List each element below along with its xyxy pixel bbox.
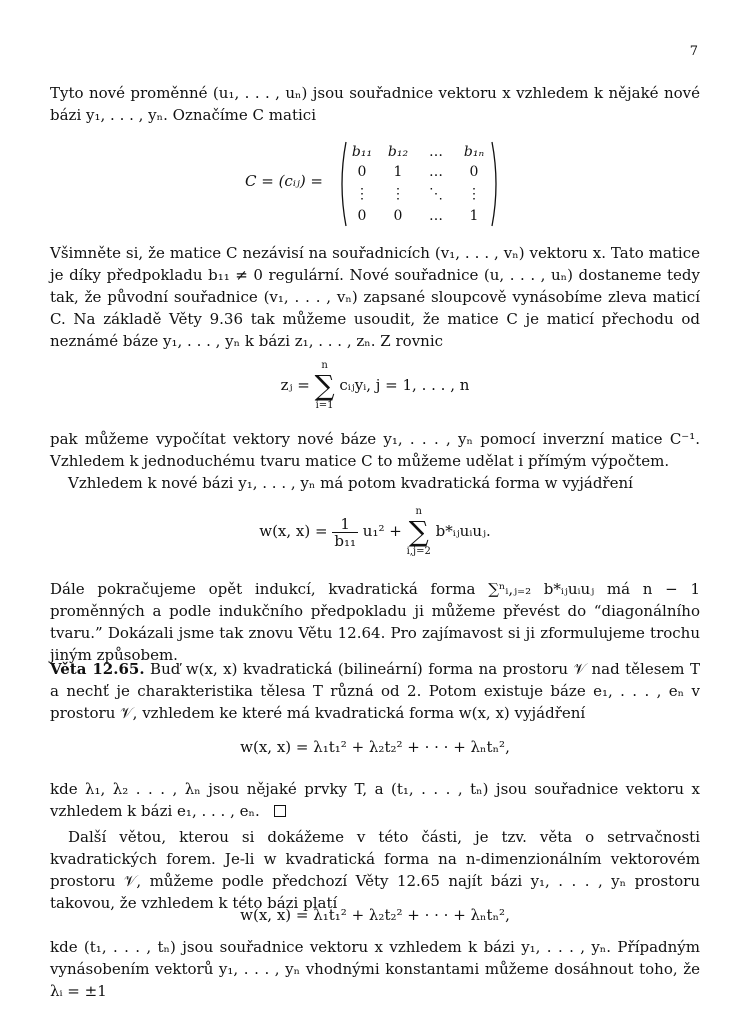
sum-symbol: n ∑ i=1 [314, 360, 335, 411]
paragraph-text: Tyto nové proměnné (u₁, . . . , uₙ) jsou souřadnice vektoru x vzhledem k nějaké nové bázi y₁, . . . , yₙ. Označíme C matici [50, 84, 700, 124]
fraction-denominator: b₁₁ [334, 531, 356, 550]
paragraph-text: Další větou, kterou si dokážeme v této části, je tzv. věta o setrvačnosti kvadratických forem. Je-li w kvadratická forma na n-dimenzionálním vektorovém prostoru 𝒱, můžeme podle předchozí Věty 12.65 najít bázi y₁, . . . , yₙ prostoru takovou, že vzhledem k této bázi platí [50, 828, 700, 912]
matrix-equation [0, 138, 750, 230]
matrix-cell: 1 [393, 164, 403, 180]
eq-rhs: cᵢⱼyᵢ, j = 1, . . . , n [339, 376, 470, 394]
matrix-cell: ⋮ [355, 186, 369, 202]
left-paren [342, 142, 346, 226]
eq-lhs: zⱼ = [280, 376, 310, 394]
eq-lhs: w(x, x) = [259, 522, 328, 540]
paragraph-new-variables [50, 82, 700, 126]
paragraph-inertia [50, 826, 700, 914]
sum-lower: i=1 [315, 400, 334, 411]
matrix-cell: ⋮ [467, 186, 481, 202]
sum-upper: n [415, 506, 422, 517]
matrix-cell: 1 [469, 208, 479, 224]
matrix-cell: … [429, 144, 443, 160]
paragraph-text: Všimněte si, že matice C nezávisí na souřadnicích (v₁, . . . , vₙ) vektoru x. Tato matice je díky předpokladu b₁₁ ≠ 0 regulární. Nové souřadnice (u, . . . , uₙ) dostaneme tedy tak, že původní souřadnice (v₁, . . . , vₙ) zapsané sloupcově vynásobíme zleva maticí C. Na základě Věty 9.36 tak můžeme usoudit, že matice C je maticí přechodu od neznámé báze y₁, . . . , yₙ k bázi z₁, . . . , zₙ. Z rovnic [50, 244, 700, 350]
matrix-cell: ⋮ [391, 186, 405, 202]
eq-rhs: b*ᵢⱼuᵢuⱼ. [435, 522, 491, 540]
paragraph-scaling [50, 936, 700, 1002]
fraction-numerator: 1 [332, 516, 358, 533]
paragraph-inverse [50, 428, 700, 494]
matrix-cell: ⋱ [429, 186, 443, 202]
matrix-lhs: C = (cᵢⱼ) = [245, 172, 324, 190]
equation-diagonal-2 [50, 904, 700, 926]
eq-text: w(x, x) = λ₁t₁² + λ₂t₂² + · · · + λₙtₙ², [240, 738, 510, 756]
matrix-cell: b₁₂ [387, 144, 409, 160]
matrix-c [336, 138, 506, 230]
sum-upper: n [321, 360, 328, 371]
paragraph-coefficients [50, 778, 700, 822]
sum-symbol: n ∑ i,j=2 [406, 506, 431, 557]
qed-square-icon [274, 805, 286, 817]
theorem-12-65 [50, 658, 700, 724]
paragraph-text: Vzhledem k nové bázi y₁, . . . , yₙ má potom kvadratická forma w vyjádření [68, 474, 633, 492]
matrix-cell: 0 [357, 164, 367, 180]
fraction [332, 516, 358, 549]
matrix-cell: 0 [393, 208, 403, 224]
equation-w-form [50, 506, 700, 558]
page-number: 7 [689, 44, 698, 59]
right-paren [492, 142, 496, 226]
matrix-cell: 0 [357, 208, 367, 224]
matrix-cell: b₁ₙ [463, 144, 485, 160]
paragraph-text: Dále pokračujeme opět indukcí, kvadratická forma ∑ⁿᵢ,ⱼ₌₂ b*ᵢⱼuᵢuⱼ má n − 1 proměnných a podle indukčního předpokladu ji můžeme převést do “diagonálního tvaru.” Dokázali jsme tak znovu Větu 12.64. Pro zajímavost si ji zformulujeme trochu jiným způsobem. [50, 580, 700, 664]
paragraph-text: kde (t₁, . . . , tₙ) jsou souřadnice vektoru x vzhledem k bázi y₁, . . . , yₙ. Případným vynásobením vektorů y₁, . . . , yₙ vhodnými konstantami můžeme dosáhnout toho, že λᵢ = ±1 [50, 938, 700, 1000]
theorem-label: Věta 12.65. [50, 660, 145, 678]
paragraph-induction [50, 578, 700, 666]
equation-diagonal [50, 736, 700, 758]
matrix-cell: … [429, 164, 443, 180]
paragraph-text: pak můžeme vypočítat vektory nové báze y₁, . . . , yₙ pomocí inverzní matice C⁻¹. Vzhledem k jednoduchému tvaru matice C to můžeme udělat i přímým výpočtem. [50, 430, 700, 470]
eq-mid: u₁² + [362, 522, 402, 540]
paragraph-regularity [50, 242, 700, 352]
sum-lower: i,j=2 [406, 546, 431, 557]
theorem-text: Buď w(x, x) kvadratická (bilineární) forma na prostoru 𝒱 nad tělesem T a nechť je charakteristika tělesa T různá od 2. Potom existuje báze e₁, . . . , eₙ v prostoru 𝒱, vzhledem ke které má kvadratická forma w(x, x) vyjádření [50, 660, 700, 722]
matrix-cell: … [429, 208, 443, 224]
paragraph-text: kde λ₁, λ₂ . . . , λₙ jsou nějaké prvky T, a (t₁, . . . , tₙ) jsou souřadnice vektoru x vzhledem k bázi e₁, . . . , eₙ. [50, 780, 700, 820]
matrix-cell: b₁₁ [351, 144, 373, 160]
equation-z-sum [50, 360, 700, 412]
matrix-cell: 0 [469, 164, 479, 180]
eq-text: w(x, x) = λ₁t₁² + λ₂t₂² + · · · + λₙtₙ², [240, 906, 510, 924]
